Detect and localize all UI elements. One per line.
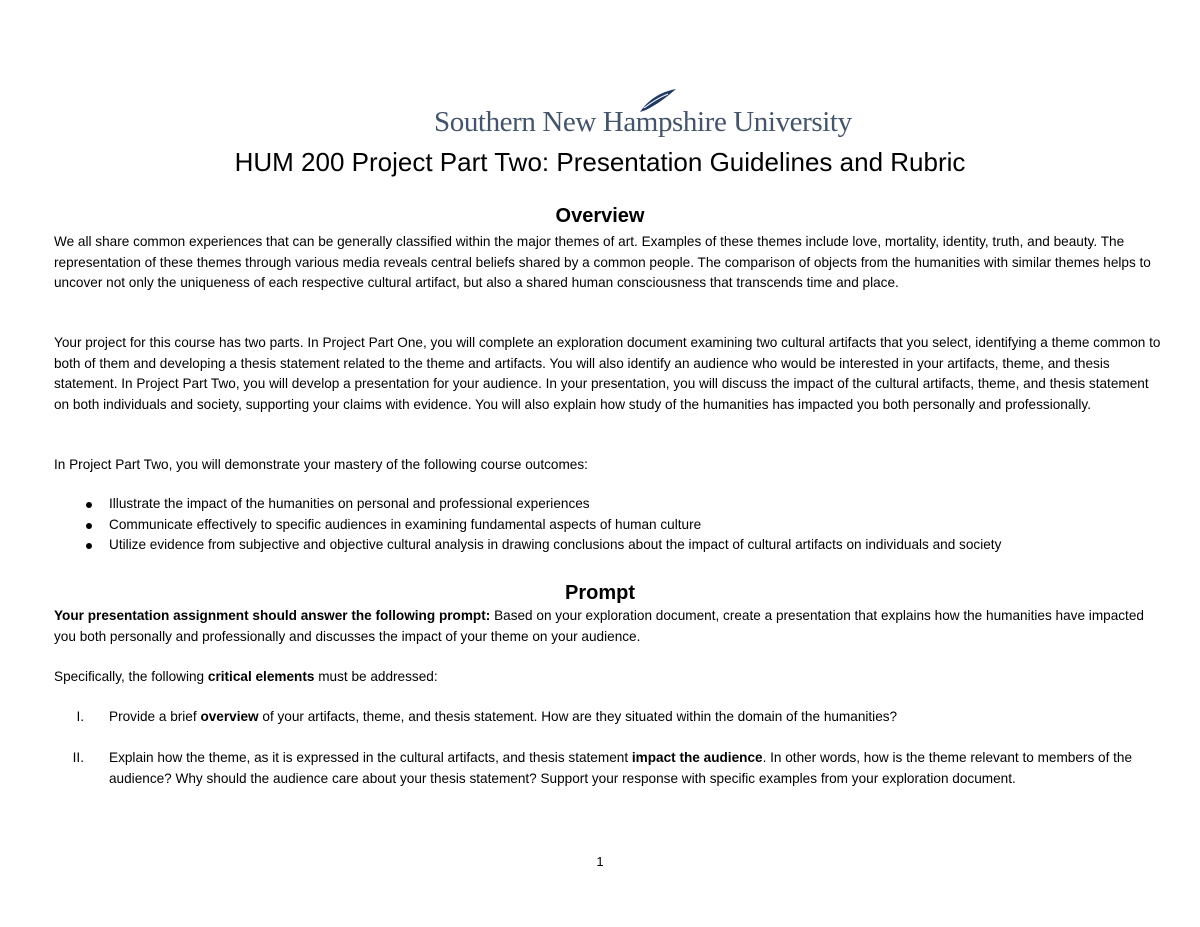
bullet-icon xyxy=(86,502,92,508)
bullet-icon xyxy=(86,543,92,549)
list-item: Illustrate the impact of the humanities on personal and professional experiences xyxy=(54,494,1164,515)
overview-paragraph-1: We all share common experiences that can be generally classified within the major themes of art. Examples of these themes include love, mortality, identity, truth, and beauty. The representation of these themes through various media reveals central beliefs shared by a common people. The comparison of objects from the humanities with similar themes helps to uncover not only the uniqueness of each respective cultural artifact, but also a shared human consciousness that transcends time and place. xyxy=(54,234,1151,290)
prompt-paragraph: Your presentation assignment should answer the following prompt: Based on your exploration document, create a presentation that explains how the humanities have impacted you both personally and professionally and discusses the impact of your theme on your audience. xyxy=(54,608,1144,644)
critical-elements-intro: Specifically, the following critical elements must be addressed: xyxy=(54,669,438,684)
prompt-heading: Prompt xyxy=(565,582,635,604)
logo-text: Southern New Hampshire University xyxy=(434,106,852,138)
outcomes-list xyxy=(54,494,1164,556)
document-page: Southern New Hampshire University HUM 200 Project Part Two: Presentation Guidelines and Rubric Overview We all share common experiences that can be generally classified within the major themes of art. Examples of these themes include love, mortality, identity, truth, and beauty. The representation of these themes through various media reveals central beliefs shared by a common people. The comparison of objects from the humanities with similar themes helps to uncover not only the uniqueness of each respective cultural artifact, but also a shared human consciousness that transcends time and place. Your project for this course has two parts. In Project Part One, you will complete an exploration document examining two cultural artifacts that you select, identifying a theme common to both of them and developing a thesis statement related to the theme and artifacts. You will also identify an audience who would be interested in your artifacts, theme, and thesis statement. In Project Part Two, you will develop a presentation for your audience. In your presentation, you will discuss the impact of the cultural artifacts, theme, and thesis statement on both individuals and society, supporting your claims with evidence. You will also explain how study of the humanities has impacted you both personally and professionally. In Project Part Two, you will demonstrate your mastery of the following course outcomes: Illustrate the impact of the humanities on personal and professional experiences Communicate effectively to specific audiences in examining fundamental aspects of human culture Utilize evidence from subjective and objective cultural analysis in drawing conclusions about the impact of cultural artifacts on individuals and society Prompt Your presentation assignment should answer the following prompt: Based on your exploration document, create a presentation that explains how the humanities have impacted you both personally and professionally and discusses the impact of your theme on your audience. Specifically, the following critical elements must be addressed: I. Provide a brief overview of your artifacts, theme, and thesis statement. How are they situated within the domain of the humanities? II. Explain how the theme, as it is expressed in the cultural artifacts, and thesis statement impact the audience. In other words, how is the theme relevant to members of the audience? Why should the audience care about your thesis statement? Support your response with specific examples from your exploration document. 1 xyxy=(0,0,1200,927)
bullet-icon xyxy=(86,523,92,529)
page-number: 1 xyxy=(596,854,604,869)
overview-paragraph-2: Your project for this course has two parts. In Project Part One, you will complete an exploration document examining two cultural artifacts that you select, identifying a theme common to both of them and developing a thesis statement related to the theme and artifacts. You will also identify an audience who would be interested in your artifacts, theme, and thesis statement. In Project Part Two, you will develop a presentation for your audience. In your presentation, you will discuss the impact of the cultural artifacts, theme, and thesis statement on both individuals and society, supporting your claims with evidence. You will also explain how study of the humanities has impacted you both personally and professionally. xyxy=(54,335,1161,412)
list-item: Utilize evidence from subjective and objective cultural analysis in drawing conclusions about the impact of cultural artifacts on individuals and society xyxy=(54,535,1164,556)
page-title: HUM 200 Project Part Two: Presentation Guidelines and Rubric xyxy=(234,147,966,177)
overview-heading: Overview xyxy=(555,205,645,227)
list-item: Communicate effectively to specific audiences in examining fundamental aspects of human culture xyxy=(54,515,1164,536)
overview-paragraph-3: In Project Part Two, you will demonstrate your mastery of the following course outcomes: xyxy=(54,457,588,472)
university-logo xyxy=(434,88,852,144)
